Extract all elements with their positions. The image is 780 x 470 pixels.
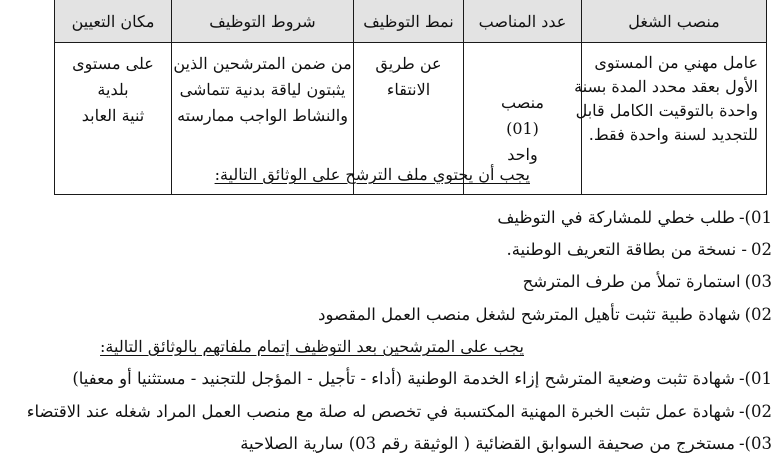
cell-line: على مستوى: [72, 54, 154, 73]
table-header-row: [55, 0, 767, 43]
cell-job: [574, 43, 767, 195]
item-number: 02)-: [738, 402, 772, 421]
item-text: - نسخة من بطاقة التعريف الوطنية.: [506, 240, 747, 259]
cell-line: بلدية: [97, 80, 129, 99]
cell-line: ثنية العابد: [81, 106, 145, 125]
header-conditions: شروط التوظيف: [172, 0, 354, 43]
header-method: نمط التوظيف: [354, 0, 464, 43]
cell-line: من ضمن المترشحين الذين: [173, 54, 352, 73]
cell-line: يثبتون لياقة بدنية تتماشى: [179, 80, 346, 99]
list-item: [27, 402, 772, 421]
item-text: شهادة عمل تثبت الخبرة المهنية المكتسبة في تخصص له صلة مع منصب العمل المراد شغله عند الاقتضاء: [26, 402, 735, 421]
section-heading-required-documents: يجب أن يحتوي ملف الترشح على الوثائق التالية:: [214, 165, 530, 184]
cell-location: [55, 43, 172, 195]
item-number: 03): [744, 272, 772, 291]
list-item: [497, 208, 772, 227]
cell-line: الأول بعقد محدد المدة بسنة: [574, 77, 758, 96]
cell-line: الانتقاء: [386, 80, 431, 99]
item-text: مستخرج من صحيفة السوابق القضائية ( الوثيقة رقم 03) سارية الصلاحية: [240, 434, 735, 453]
cell-line: (01): [506, 119, 539, 138]
item-text: طلب خطي للمشاركة في التوظيف: [497, 208, 735, 227]
header-location: مكان التعيين: [55, 0, 172, 43]
item-number: 03)-: [738, 434, 772, 453]
list-item: [523, 272, 772, 291]
header-count: عدد المناصب: [464, 0, 582, 43]
cell-line: واحدة بالتوقيت الكامل قابل: [575, 101, 758, 120]
item-text: شهادة تثبت وضعية المترشح إزاء الخدمة الوطنية (أداء - تأجيل - المؤجل للتجنيد - مستثنيا أو معفيا): [72, 369, 735, 388]
section-heading-post-hiring-documents: يجب على المترشحين بعد التوظيف إتمام ملفاتهم بالوثائق التالية:: [100, 337, 524, 356]
list-item: [72, 369, 772, 388]
list-item: [318, 305, 772, 324]
cell-line: للتجديد لسنة واحدة فقط.: [588, 125, 758, 144]
item-number: 02): [744, 305, 772, 324]
item-number: 02: [751, 240, 772, 259]
cell-line: واحد: [507, 145, 538, 164]
list-item: [240, 434, 772, 453]
item-number: 01)-: [738, 369, 772, 388]
item-text: استمارة تملأ من طرف المترشح: [522, 272, 741, 291]
item-number: 01)-: [738, 208, 772, 227]
cell-line: عن طريق: [375, 54, 442, 73]
list-item: [506, 240, 772, 259]
header-job: منصب الشغل: [582, 0, 767, 43]
cell-line: عامل مهني من المستوى: [594, 53, 758, 72]
cell-line: منصب: [501, 93, 544, 112]
cell-line: والنشاط الواجب ممارسته: [177, 106, 348, 125]
item-text: شهادة طبية تثبت تأهيل المترشح لشغل منصب العمل المقصود: [318, 305, 741, 324]
